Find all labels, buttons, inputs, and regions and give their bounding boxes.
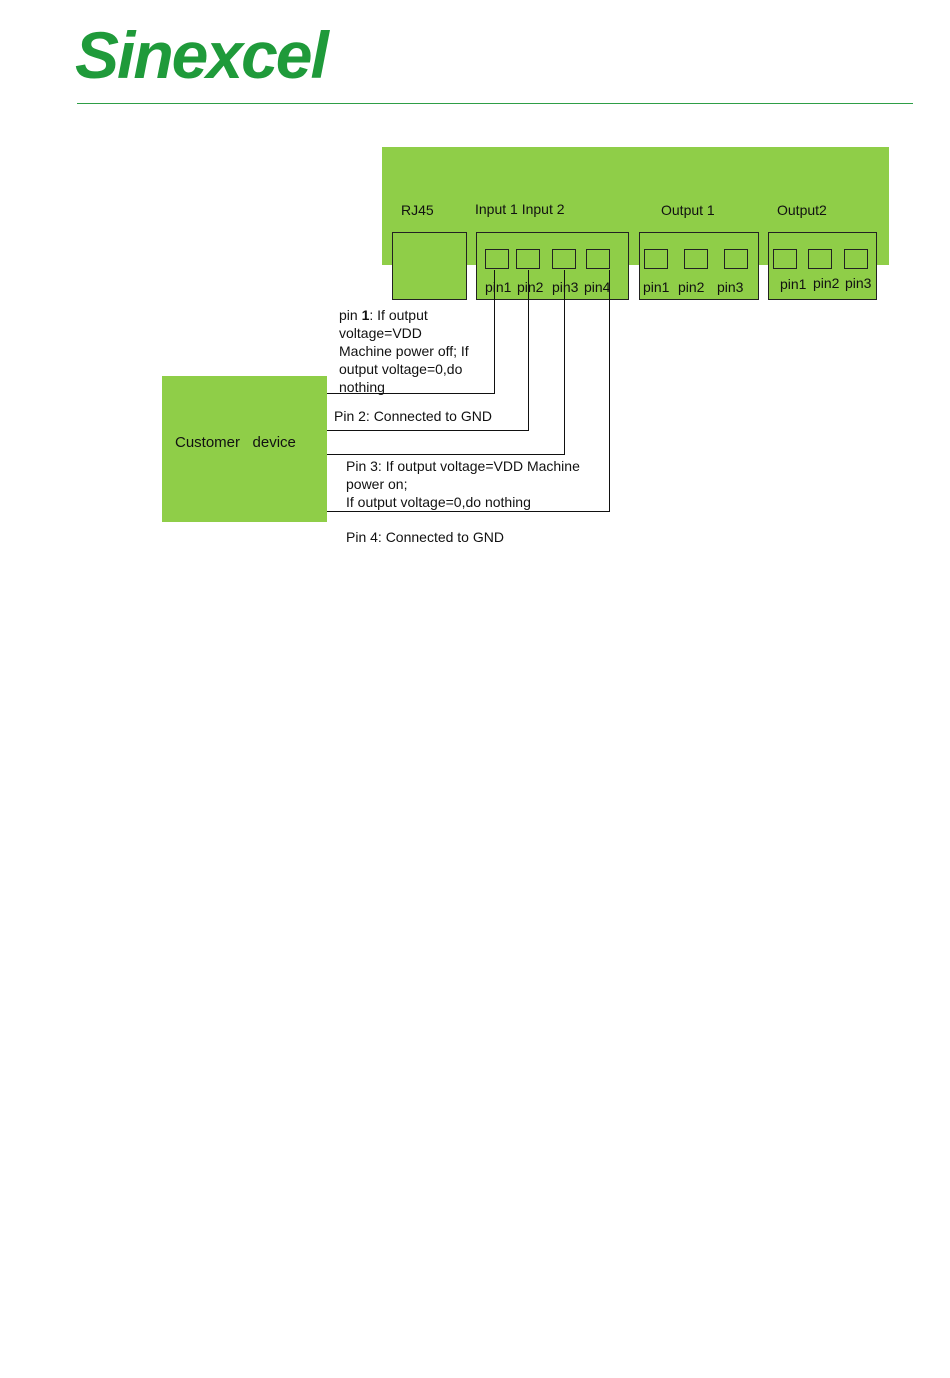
pin1-note-number: 1 xyxy=(361,307,370,323)
pin1-note-text: : If output voltage=VDD Machine power off; If output voltage=0,do nothing xyxy=(339,307,469,395)
sinexcel-logo: Sinexcel xyxy=(75,18,327,92)
input-ports-label: Input 1 Input 2 xyxy=(475,201,565,217)
pin2-note: Pin 2: Connected to GND xyxy=(334,408,492,424)
input-pin3-label: pin3 xyxy=(552,279,579,295)
output2-pin1-label: pin1 xyxy=(780,276,807,292)
output1-label: Output 1 xyxy=(661,202,715,218)
pin4-note: Pin 4: Connected to GND xyxy=(346,529,504,545)
pin1-note-prefix: pin xyxy=(339,307,362,323)
input-pin4-label: pin4 xyxy=(584,279,611,295)
pin3-note: Pin 3: If output voltage=VDD Machine power on; If output voltage=0,do nothing xyxy=(346,458,580,510)
output1-pin3-label: pin3 xyxy=(717,279,744,295)
input-pin2-label: pin2 xyxy=(517,279,544,295)
pin1-note xyxy=(339,306,469,396)
output1-pin1-label: pin1 xyxy=(643,279,670,295)
output2-label: Output2 xyxy=(777,202,827,218)
customer-device-label: Customer device xyxy=(175,434,296,451)
input-pin1-label: pin1 xyxy=(485,279,512,295)
rj45-label: RJ45 xyxy=(401,202,434,218)
output2-pin2-label: pin2 xyxy=(813,275,840,291)
output2-pin3-label: pin3 xyxy=(845,275,872,291)
output1-pin2-label: pin2 xyxy=(678,279,705,295)
